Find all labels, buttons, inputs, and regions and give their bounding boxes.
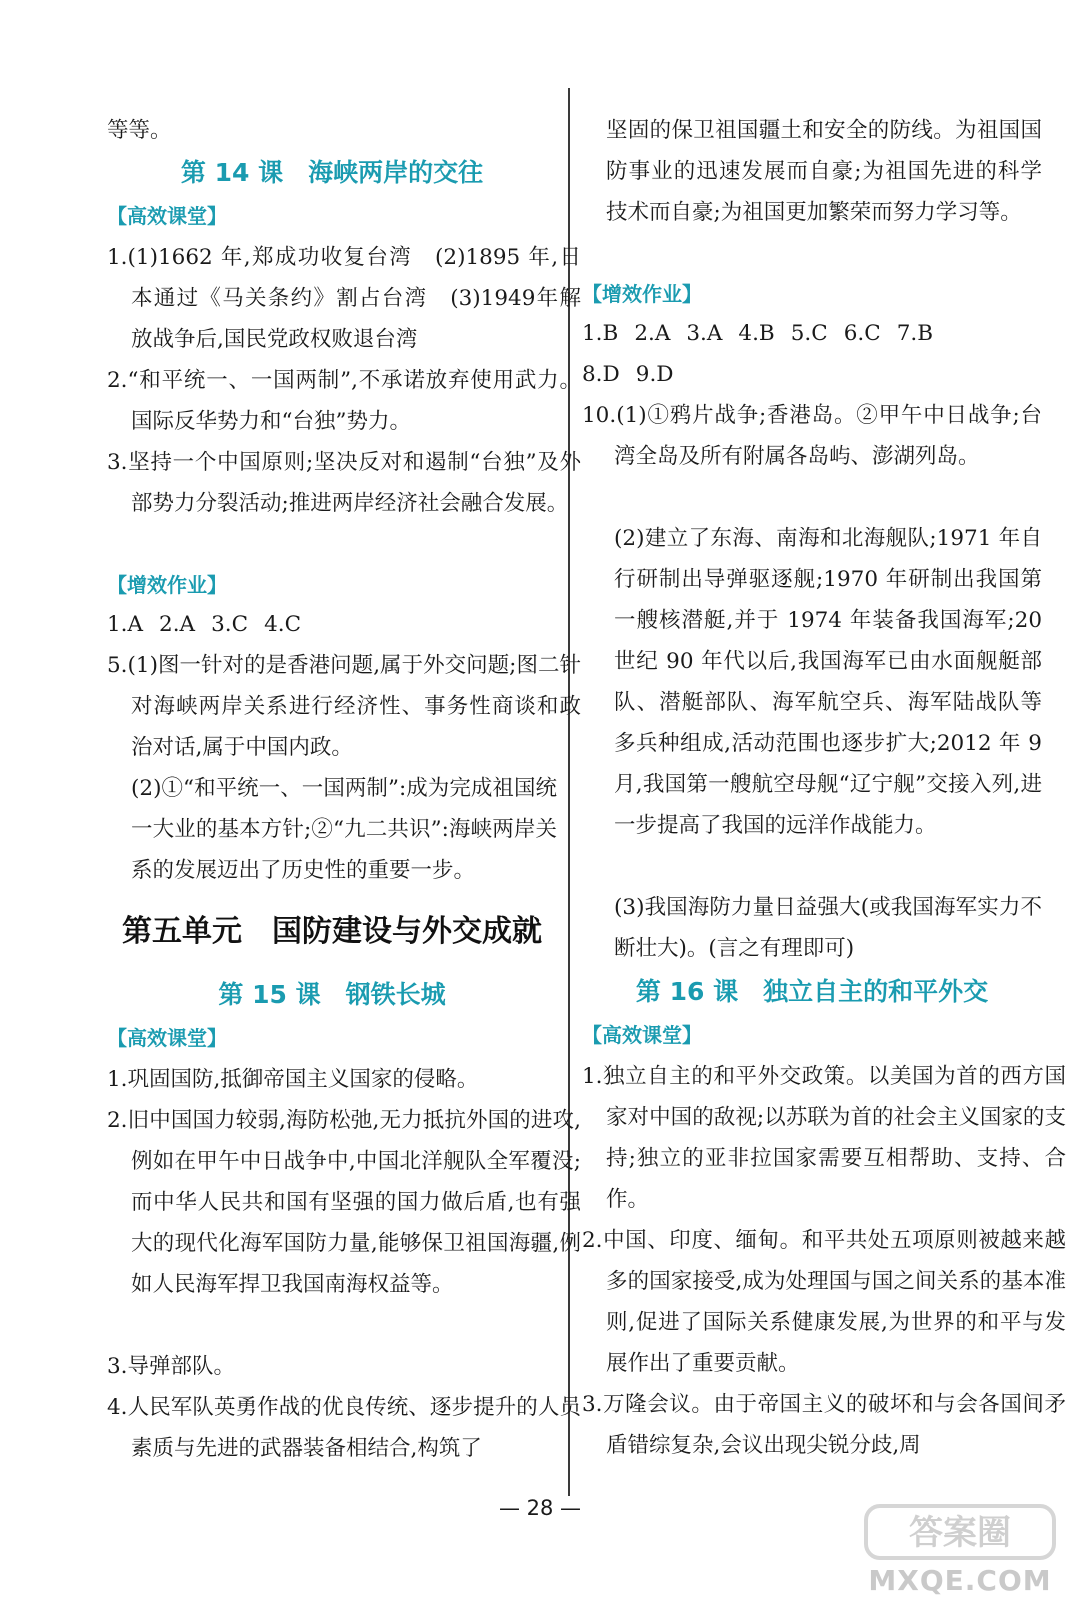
answer: 1.B <box>582 321 619 346</box>
watermark-url: MXQE.COM <box>868 1564 1052 1597</box>
q4-continuation: 坚固的保卫祖国疆土和安全的防线。为祖国国防事业的迅速发展而自豪;为祖国先进的科学技术而自豪;为祖国更加繁荣而努力学习等。 <box>606 118 1042 225</box>
answer: 7.B <box>896 321 934 346</box>
l14-answer-row <box>107 604 317 645</box>
answer: 8.D <box>582 362 620 387</box>
answer: 5.C <box>790 321 828 346</box>
lesson16-title: 第 16 课 独立自主的和平外交 <box>635 977 989 1006</box>
watermark-logo <box>860 1500 1060 1595</box>
section-gaoxiao-ketang-2: 【高效课堂】 <box>107 1026 227 1050</box>
answer: 6.C <box>843 321 881 346</box>
q10-part1: 10.(1)①鸦片战争;香港岛。②甲午中日战争;台湾全岛及所有附属各岛屿、澎湖列岛。 <box>582 403 1042 469</box>
intro-text: 等等。 <box>107 118 172 143</box>
answer: 3.C <box>211 612 249 637</box>
l16-item-1: 1.独立自主的和平外交政策。以美国为首的西方国家对中国的敌视;以苏联为首的社会主义国家的支持;独立的亚非拉国家需要互相帮助、支持、合作。 <box>582 1064 1066 1212</box>
answer: 2.A <box>159 612 196 637</box>
answer-row-2 <box>582 354 690 395</box>
q10-part3: (3)我国海防力量日益强大(或我国海军实力不断壮大)。(言之有理即可) <box>614 895 1042 961</box>
l15-item-1: 1.巩固国防,抵御帝国主义国家的侵略。 <box>107 1067 479 1092</box>
l14-q5-part1: 5.(1)图一针对的是香港问题,属于外交问题;图二针对海峡两岸关系进行经济性、事务性商谈和政治对话,属于中国内政。 <box>107 653 581 760</box>
watermark-top-text: 答案圈 <box>909 1513 1011 1553</box>
answer-row-1 <box>582 313 949 354</box>
section-gaoxiao-ketang-right: 【高效课堂】 <box>582 1023 702 1047</box>
l14-item-2: 2.“和平统一、一国两制”,不承诺放弃使用武力。国际反华势力和“台独”势力。 <box>107 368 581 434</box>
section-zengxiao-zuoye-right: 【增效作业】 <box>582 282 702 306</box>
l15-item-3: 3.导弹部队。 <box>107 1354 236 1379</box>
l15-item-2: 2.旧中国国力较弱,海防松弛,无力抵抗外国的进攻,例如在甲午中日战争中,中国北洋舰队全军覆没;而中华人民共和国有坚强的国力做后盾,也有强大的现代化海军国防力量,能够保卫祖国海疆,例如人民海军捍卫我国南海权益等。 <box>107 1108 581 1297</box>
section-gaoxiao-ketang: 【高效课堂】 <box>107 204 227 228</box>
watermark-graphic <box>860 1500 1060 1564</box>
l15-item-4: 4.人民军队英勇作战的优良传统、逐步提升的人员素质与先进的武器装备相结合,构筑了 <box>107 1395 581 1461</box>
answer: 4.C <box>264 612 302 637</box>
l14-item-1: 1.(1)1662 年,郑成功收复台湾 (2)1895 年,日本通过《马关条约》割占台湾 (3)1949年解放战争后,国民党政权败退台湾 <box>107 245 581 352</box>
lesson15-title: 第 15 课 钢铁长城 <box>218 980 446 1009</box>
l14-item-3: 3.坚持一个中国原则;坚决反对和遏制“台独”及外部势力分裂活动;推进两岸经济社会融合发展。 <box>107 450 581 516</box>
page-number: — 28 — <box>498 1496 582 1520</box>
l16-item-3: 3.万隆会议。由于帝国主义的破坏和与会各国间矛盾错综复杂,会议出现尖锐分歧,周 <box>582 1392 1066 1458</box>
section-zengxiao-zuoye: 【增效作业】 <box>107 573 227 597</box>
unit5-title: 第五单元 国防建设与外交成就 <box>122 914 542 949</box>
lesson14-title: 第 14 课 海峡两岸的交往 <box>180 158 484 187</box>
q10-part2: (2)建立了东海、南海和北海舰队;1971 年自行研制出导弹驱逐舰;1970 年研制出我国第一艘核潜艇,并于 1974 年装备我国海军;20 世纪 90 年代以后,我国海军已由水面舰艇部队、潜艇部队、海军航空兵、海军陆战队等多兵种组成,活动范围也逐步扩大;2012 年 9 月,我国第一艘航空母舰“辽宁舰”交接入列,进一步提高了我国的远洋作战能力。 <box>614 526 1042 838</box>
l16-item-2: 2.中国、印度、缅甸。和平共处五项原则被越来越多的国家接受,成为处理国与国之间关系的基本准则,促进了国际关系健康发展,为世界的和平与发展作出了重要贡献。 <box>582 1228 1066 1376</box>
l14-q5-part2: (2)①“和平统一、一国两制”:成为完成祖国统一大业的基本方针;②“九二共识”:海峡两岸关系的发展迈出了历史性的重要一步。 <box>131 776 557 883</box>
answer: 4.B <box>738 321 775 346</box>
answer: 1.A <box>107 612 144 637</box>
answer: 2.A <box>634 321 671 346</box>
answer: 9.D <box>635 362 674 387</box>
answer: 3.A <box>686 321 723 346</box>
